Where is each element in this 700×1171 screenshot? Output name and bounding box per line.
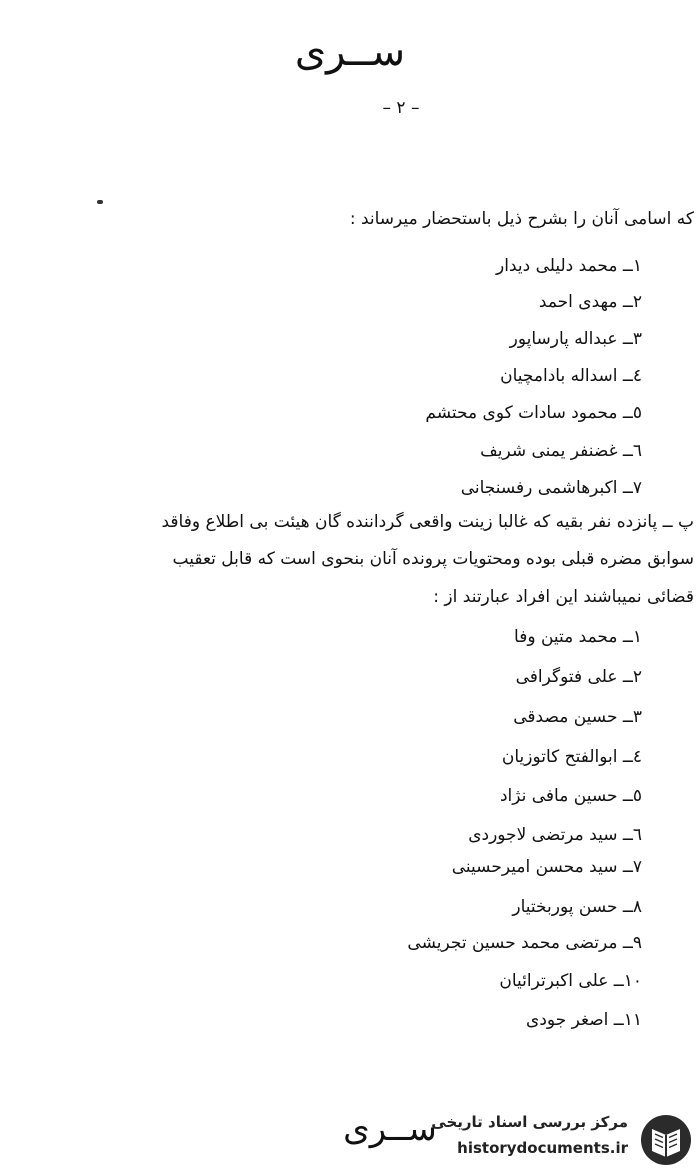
list-item: ٦ــ غضنفر یمنی شریف: [480, 441, 642, 461]
list-item: ۷ــ اکبرهاشمی رفسنجانی: [460, 478, 642, 498]
page-number: – ۲ –: [382, 98, 420, 118]
paragraph-line: پ ــ پانزده نفر بقیه که غالبا زینت واقعی گرداننده گان هیئت بی اطلاع وفاقد: [161, 512, 694, 532]
list-item: ۸ــ حسن پوربختیار: [512, 897, 642, 917]
list-item: ۲ــ علی فتوگرافی: [515, 667, 642, 687]
list-item: ۳ــ عبداله پارساپور: [509, 329, 642, 349]
list-item: ٤ــ اسداله بادامچیان: [500, 366, 642, 386]
footer-classification: ســری: [343, 1109, 437, 1149]
intro-line: که اسامی آنان را بشرح ذیل باستحضار میرساند :: [349, 209, 694, 229]
list-item: ۱ــ محمد دلیلی دیدار: [496, 256, 642, 276]
list-item: ۷ــ سید محسن امیرحسینی: [451, 857, 642, 877]
list-item: ٥ــ حسین مافی نژاد: [499, 786, 642, 806]
watermark-url: historydocuments.ir: [457, 1139, 628, 1157]
paragraph-line: سوابق مضره قبلی بوده ومحتویات پرونده آنان بنحوی است که قابل تعقیب: [172, 549, 694, 569]
paragraph-line: قضائی نمیباشند این افراد عبارتند از :: [433, 587, 694, 607]
list-item: ۱۱ــ اصغر جودی: [526, 1010, 642, 1030]
list-item: ۱ــ محمد متین وفا: [514, 627, 642, 647]
list-item: ۳ــ حسین مصدقی: [513, 707, 642, 727]
list-item: ٥ــ محمود سادات کوی محتشم: [425, 403, 642, 423]
stray-mark: [97, 200, 103, 204]
header-classification: ســری: [294, 29, 406, 75]
list-item: ٦ــ سید مرتضی لاجوردی: [468, 825, 642, 845]
list-item: ۲ــ مهدی احمد: [538, 292, 642, 312]
list-item: ۹ــ مرتضی محمد حسین تجریشی: [407, 933, 642, 953]
list-item: ۱۰ــ علی اکبرترائیان: [499, 971, 642, 991]
list-item: ٤ــ ابوالفتح کاتوزیان: [501, 747, 642, 767]
book-emblem-icon: [638, 1113, 694, 1167]
watermark-name: مرکز بررسی اسناد تاریخی: [431, 1113, 628, 1131]
watermark: [422, 1111, 698, 1167]
